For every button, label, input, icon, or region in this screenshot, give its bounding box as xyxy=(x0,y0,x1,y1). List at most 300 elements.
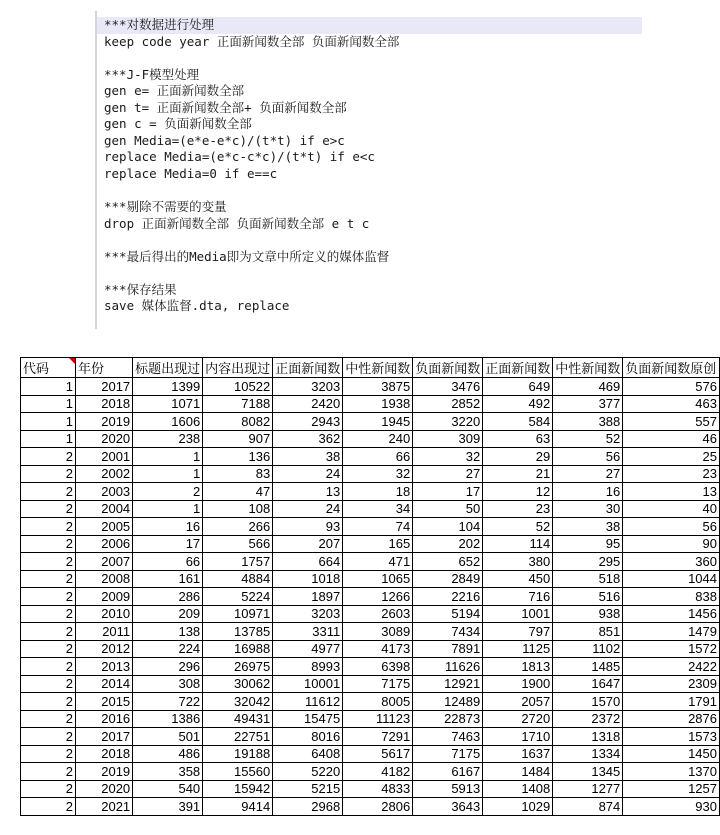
table-row xyxy=(21,448,720,466)
table-cell[interactable]: 108 xyxy=(203,500,273,518)
table-cell[interactable]: 2006 xyxy=(75,535,132,553)
table-cell[interactable]: 2 xyxy=(133,483,203,501)
table-cell[interactable]: 1647 xyxy=(553,675,623,693)
data-sheet xyxy=(20,357,720,816)
table-cell[interactable]: 1266 xyxy=(343,588,413,606)
table-cell[interactable]: 286 xyxy=(133,588,203,606)
table-cell[interactable]: 471 xyxy=(343,553,413,571)
table-cell[interactable]: 38 xyxy=(273,448,343,466)
table-cell[interactable]: 5224 xyxy=(203,588,273,606)
table-cell[interactable]: 38 xyxy=(553,518,623,536)
table-cell[interactable]: 2 xyxy=(21,518,76,536)
table-cell[interactable]: 1334 xyxy=(553,745,623,763)
table-row xyxy=(21,780,720,798)
table-cell[interactable]: 2806 xyxy=(343,798,413,816)
table-cell[interactable]: 2004 xyxy=(75,500,132,518)
table-cell[interactable]: 138 xyxy=(133,623,203,641)
table-cell[interactable]: 52 xyxy=(553,430,623,448)
table-cell[interactable]: 1277 xyxy=(553,780,623,798)
table-cell[interactable]: 52 xyxy=(483,518,553,536)
table-cell[interactable]: 25 xyxy=(623,448,720,466)
table-cell[interactable]: 486 xyxy=(133,745,203,763)
table-cell[interactable]: 716 xyxy=(483,588,553,606)
table-cell[interactable]: 584 xyxy=(483,413,553,431)
table-cell[interactable]: 8016 xyxy=(273,728,343,746)
table-cell[interactable]: 136 xyxy=(203,448,273,466)
table-cell[interactable]: 21 xyxy=(483,465,553,483)
code-line: ***剔除不需要的变量 xyxy=(104,199,227,215)
table-cell[interactable]: 13785 xyxy=(203,623,273,641)
table-cell[interactable]: 3476 xyxy=(413,378,483,396)
table-cell[interactable]: 377 xyxy=(553,395,623,413)
table-cell[interactable]: 1484 xyxy=(483,763,553,781)
table-cell[interactable]: 2852 xyxy=(413,395,483,413)
table-cell[interactable]: 4977 xyxy=(273,640,343,658)
table-cell[interactable]: 1257 xyxy=(623,780,720,798)
table-cell[interactable]: 24 xyxy=(273,500,343,518)
table-cell[interactable]: 358 xyxy=(133,763,203,781)
table-cell[interactable]: 1710 xyxy=(483,728,553,746)
column-header[interactable]: 中性新闻数 xyxy=(553,358,623,378)
table-cell[interactable]: 13 xyxy=(273,483,343,501)
table-cell[interactable]: 2018 xyxy=(75,395,132,413)
table-cell[interactable]: 2216 xyxy=(413,588,483,606)
code-line xyxy=(104,265,642,282)
table-cell[interactable]: 114 xyxy=(483,535,553,553)
table-cell[interactable]: 308 xyxy=(133,675,203,693)
table-cell[interactable]: 19188 xyxy=(203,745,273,763)
code-line: save 媒体监督.dta, replace xyxy=(104,298,290,314)
table-cell[interactable]: 32 xyxy=(413,448,483,466)
table-cell[interactable]: 29 xyxy=(483,448,553,466)
table-cell[interactable]: 56 xyxy=(553,448,623,466)
code-line: drop 正面新闻数全部 负面新闻数全部 e t c xyxy=(104,215,370,231)
column-header[interactable]: 正面新闻数 xyxy=(273,358,343,378)
table-cell[interactable]: 3875 xyxy=(343,378,413,396)
table-cell[interactable]: 1450 xyxy=(623,745,720,763)
table-cell[interactable]: 2 xyxy=(21,640,76,658)
table-cell[interactable]: 2372 xyxy=(553,710,623,728)
code-line: gen t= 正面新闻数全部+ 负面新闻数全部 xyxy=(104,99,347,115)
table-cell[interactable]: 66 xyxy=(133,553,203,571)
table-cell[interactable]: 463 xyxy=(623,395,720,413)
table-cell[interactable]: 2012 xyxy=(75,640,132,658)
table-cell[interactable]: 15942 xyxy=(203,780,273,798)
table-cell[interactable]: 46 xyxy=(623,430,720,448)
table-cell[interactable]: 2010 xyxy=(75,605,132,623)
table-cell[interactable]: 2 xyxy=(21,570,76,588)
table-cell[interactable]: 13 xyxy=(623,483,720,501)
table-cell[interactable]: 34 xyxy=(343,500,413,518)
table-row xyxy=(21,728,720,746)
table-cell[interactable]: 10522 xyxy=(203,378,273,396)
table-cell[interactable]: 7291 xyxy=(343,728,413,746)
table-cell[interactable]: 2005 xyxy=(75,518,132,536)
table-cell[interactable]: 1102 xyxy=(553,640,623,658)
table-cell[interactable]: 2 xyxy=(21,658,76,676)
table-cell[interactable]: 3089 xyxy=(343,623,413,641)
table-cell[interactable]: 1318 xyxy=(553,728,623,746)
table-cell[interactable]: 1573 xyxy=(623,728,720,746)
table-cell[interactable]: 2021 xyxy=(75,798,132,816)
table-cell[interactable]: 450 xyxy=(483,570,553,588)
code-line: gen e= 正面新闻数全部 xyxy=(104,83,245,99)
table-cell[interactable]: 27 xyxy=(413,465,483,483)
table-cell[interactable]: 2420 xyxy=(273,395,343,413)
table-cell[interactable]: 1 xyxy=(21,395,76,413)
table-cell[interactable]: 2014 xyxy=(75,675,132,693)
table-cell[interactable]: 6398 xyxy=(343,658,413,676)
table-cell[interactable]: 26975 xyxy=(203,658,273,676)
table-cell[interactable]: 23 xyxy=(483,500,553,518)
column-header[interactable]: 正面新闻数 xyxy=(483,358,553,378)
table-cell[interactable]: 2 xyxy=(21,448,76,466)
table-cell[interactable]: 518 xyxy=(553,570,623,588)
table-row xyxy=(21,658,720,676)
table-cell[interactable]: 388 xyxy=(553,413,623,431)
table-cell[interactable]: 17 xyxy=(133,535,203,553)
table-cell[interactable]: 50 xyxy=(413,500,483,518)
table-cell[interactable]: 4173 xyxy=(343,640,413,658)
table-row xyxy=(21,693,720,711)
table-cell[interactable]: 2 xyxy=(21,763,76,781)
table-cell[interactable]: 32042 xyxy=(203,693,273,711)
table-cell[interactable]: 3203 xyxy=(273,378,343,396)
table-cell[interactable]: 2 xyxy=(21,693,76,711)
table-cell[interactable]: 492 xyxy=(483,395,553,413)
table-cell[interactable]: 238 xyxy=(133,430,203,448)
table-row xyxy=(21,798,720,816)
table-cell[interactable]: 557 xyxy=(623,413,720,431)
table-cell[interactable]: 1813 xyxy=(483,658,553,676)
table-cell[interactable]: 2001 xyxy=(75,448,132,466)
table-cell[interactable]: 1001 xyxy=(483,605,553,623)
table-cell[interactable]: 501 xyxy=(133,728,203,746)
table-cell[interactable]: 1938 xyxy=(343,395,413,413)
table-cell[interactable]: 309 xyxy=(413,430,483,448)
table-cell[interactable]: 1479 xyxy=(623,623,720,641)
table-cell[interactable]: 1399 xyxy=(133,378,203,396)
table-cell[interactable]: 2017 xyxy=(75,728,132,746)
table-cell[interactable]: 11612 xyxy=(273,693,343,711)
table-cell[interactable]: 161 xyxy=(133,570,203,588)
table-cell[interactable]: 12489 xyxy=(413,693,483,711)
table-cell[interactable]: 2002 xyxy=(75,465,132,483)
table-cell[interactable]: 851 xyxy=(553,623,623,641)
table-cell[interactable]: 2 xyxy=(21,605,76,623)
table-cell[interactable]: 24 xyxy=(273,465,343,483)
column-header[interactable]: 中性新闻数 xyxy=(343,358,413,378)
table-cell[interactable]: 566 xyxy=(203,535,273,553)
table-row xyxy=(21,570,720,588)
table-cell[interactable]: 47 xyxy=(203,483,273,501)
table-row xyxy=(21,465,720,483)
table-row xyxy=(21,588,720,606)
column-header[interactable]: 负面新闻数 xyxy=(413,358,483,378)
table-cell[interactable]: 2019 xyxy=(75,763,132,781)
table-row xyxy=(21,483,720,501)
column-header[interactable]: 内容出现过 xyxy=(203,358,273,378)
table-cell[interactable]: 16 xyxy=(133,518,203,536)
table-cell[interactable]: 18 xyxy=(343,483,413,501)
table-cell[interactable]: 2 xyxy=(21,728,76,746)
table-cell[interactable]: 1071 xyxy=(133,395,203,413)
table-row xyxy=(21,395,720,413)
column-header[interactable]: 标题出现过 xyxy=(133,358,203,378)
table-cell[interactable]: 56 xyxy=(623,518,720,536)
table-cell[interactable]: 1606 xyxy=(133,413,203,431)
table-cell[interactable]: 649 xyxy=(483,378,553,396)
table-cell[interactable]: 32 xyxy=(343,465,413,483)
table-cell[interactable]: 2016 xyxy=(75,710,132,728)
table-cell[interactable]: 202 xyxy=(413,535,483,553)
table-cell[interactable]: 7463 xyxy=(413,728,483,746)
column-header-label: 代码 xyxy=(23,361,50,376)
table-cell[interactable]: 3311 xyxy=(273,623,343,641)
table-cell[interactable]: 380 xyxy=(483,553,553,571)
table-cell[interactable]: 4884 xyxy=(203,570,273,588)
table-cell[interactable]: 4182 xyxy=(343,763,413,781)
table-row xyxy=(21,763,720,781)
table-cell[interactable]: 1408 xyxy=(483,780,553,798)
table-cell[interactable]: 1897 xyxy=(273,588,343,606)
table-cell[interactable]: 1757 xyxy=(203,553,273,571)
table-cell[interactable]: 2309 xyxy=(623,675,720,693)
table-cell[interactable]: 1 xyxy=(133,500,203,518)
table-cell[interactable]: 2 xyxy=(21,745,76,763)
table-cell[interactable]: 11626 xyxy=(413,658,483,676)
table-cell[interactable]: 1370 xyxy=(623,763,720,781)
table-cell[interactable]: 2003 xyxy=(75,483,132,501)
table-cell[interactable]: 2 xyxy=(21,588,76,606)
table-row xyxy=(21,745,720,763)
table-cell[interactable]: 8005 xyxy=(343,693,413,711)
table-cell[interactable]: 1900 xyxy=(483,675,553,693)
table-cell[interactable]: 11123 xyxy=(343,710,413,728)
table-cell[interactable]: 1 xyxy=(133,465,203,483)
table-cell[interactable]: 5913 xyxy=(413,780,483,798)
table-cell[interactable]: 2943 xyxy=(273,413,343,431)
table-cell[interactable]: 3643 xyxy=(413,798,483,816)
table-cell[interactable]: 2849 xyxy=(413,570,483,588)
table-cell[interactable]: 1125 xyxy=(483,640,553,658)
table-cell[interactable]: 2009 xyxy=(75,588,132,606)
code-line: ***保存结果 xyxy=(104,281,177,297)
table-cell[interactable]: 22751 xyxy=(203,728,273,746)
table-cell[interactable]: 2 xyxy=(21,798,76,816)
table-cell[interactable]: 2876 xyxy=(623,710,720,728)
table-cell[interactable]: 2 xyxy=(21,553,76,571)
table-row xyxy=(21,623,720,641)
table-cell[interactable]: 2020 xyxy=(75,430,132,448)
table-cell[interactable]: 2015 xyxy=(75,693,132,711)
code-line xyxy=(104,182,642,199)
code-line xyxy=(104,232,642,249)
table-cell[interactable]: 1029 xyxy=(483,798,553,816)
table-cell[interactable]: 1 xyxy=(21,430,76,448)
table-cell[interactable]: 9414 xyxy=(203,798,273,816)
table-cell[interactable]: 16988 xyxy=(203,640,273,658)
table-cell[interactable]: 296 xyxy=(133,658,203,676)
table-cell[interactable]: 2011 xyxy=(75,623,132,641)
table-cell[interactable]: 240 xyxy=(343,430,413,448)
table-cell[interactable]: 74 xyxy=(343,518,413,536)
table-cell[interactable]: 93 xyxy=(273,518,343,536)
table-cell[interactable]: 12 xyxy=(483,483,553,501)
table-cell[interactable]: 6167 xyxy=(413,763,483,781)
table-cell[interactable]: 938 xyxy=(553,605,623,623)
column-header[interactable]: 负面新闻数原创 xyxy=(623,358,720,378)
table-cell[interactable]: 7188 xyxy=(203,395,273,413)
code-line: gen Media=(e*e-e*c)/(t*t) if e>c xyxy=(104,132,345,148)
table-cell[interactable]: 90 xyxy=(623,535,720,553)
table-cell[interactable]: 165 xyxy=(343,535,413,553)
table-cell[interactable]: 5215 xyxy=(273,780,343,798)
table-cell[interactable]: 7175 xyxy=(343,675,413,693)
table-row xyxy=(21,710,720,728)
table-cell[interactable]: 516 xyxy=(553,588,623,606)
table-cell[interactable]: 7175 xyxy=(413,745,483,763)
table-cell[interactable]: 2 xyxy=(21,623,76,641)
code-line: gen c = 负面新闻数全部 xyxy=(104,116,252,132)
table-cell[interactable]: 2 xyxy=(21,535,76,553)
table-cell[interactable]: 1 xyxy=(21,413,76,431)
code-line: keep code year 正面新闻数全部 负面新闻数全部 xyxy=(104,33,400,49)
table-cell[interactable]: 664 xyxy=(273,553,343,571)
column-header[interactable] xyxy=(21,358,76,378)
code-line: replace Media=(e*c-c*c)/(t*t) if e<c xyxy=(104,149,375,165)
table-cell[interactable]: 2057 xyxy=(483,693,553,711)
table-cell[interactable]: 2968 xyxy=(273,798,343,816)
table-cell[interactable]: 1485 xyxy=(553,658,623,676)
table-row xyxy=(21,430,720,448)
table-cell[interactable]: 1018 xyxy=(273,570,343,588)
table-cell[interactable]: 2013 xyxy=(75,658,132,676)
code-line: ***对数据进行处理 xyxy=(97,17,642,34)
table-cell[interactable]: 5194 xyxy=(413,605,483,623)
table-cell[interactable]: 1945 xyxy=(343,413,413,431)
table-row xyxy=(21,640,720,658)
table-cell[interactable]: 360 xyxy=(623,553,720,571)
table-row xyxy=(21,518,720,536)
table-cell[interactable]: 797 xyxy=(483,623,553,641)
code-line xyxy=(104,50,642,67)
table-cell[interactable]: 7434 xyxy=(413,623,483,641)
code-lines xyxy=(104,17,642,315)
table-cell[interactable]: 391 xyxy=(133,798,203,816)
table-cell[interactable]: 2 xyxy=(21,780,76,798)
table-cell[interactable]: 63 xyxy=(483,430,553,448)
table-cell[interactable]: 2017 xyxy=(75,378,132,396)
table-cell[interactable]: 1456 xyxy=(623,605,720,623)
table-cell[interactable]: 66 xyxy=(343,448,413,466)
table-cell[interactable]: 40 xyxy=(623,500,720,518)
table-cell[interactable]: 104 xyxy=(413,518,483,536)
table-row xyxy=(21,535,720,553)
table-cell[interactable]: 2 xyxy=(21,500,76,518)
table-cell[interactable]: 1791 xyxy=(623,693,720,711)
table-cell[interactable]: 2720 xyxy=(483,710,553,728)
table-cell[interactable]: 16 xyxy=(553,483,623,501)
table-cell[interactable]: 2007 xyxy=(75,553,132,571)
table-cell[interactable]: 207 xyxy=(273,535,343,553)
table-cell[interactable]: 2422 xyxy=(623,658,720,676)
table-cell[interactable]: 1 xyxy=(21,378,76,396)
table-cell[interactable]: 930 xyxy=(623,798,720,816)
table-cell[interactable]: 23 xyxy=(623,465,720,483)
table-cell[interactable]: 1386 xyxy=(133,710,203,728)
table-cell[interactable]: 295 xyxy=(553,553,623,571)
table-cell[interactable]: 2008 xyxy=(75,570,132,588)
table-cell[interactable]: 2603 xyxy=(343,605,413,623)
table-cell[interactable]: 10971 xyxy=(203,605,273,623)
table-cell[interactable]: 83 xyxy=(203,465,273,483)
table-cell[interactable]: 2019 xyxy=(75,413,132,431)
table-cell[interactable]: 95 xyxy=(553,535,623,553)
column-header[interactable]: 年份 xyxy=(75,358,132,378)
table-cell[interactable]: 874 xyxy=(553,798,623,816)
table-cell[interactable]: 907 xyxy=(203,430,273,448)
table-cell[interactable]: 209 xyxy=(133,605,203,623)
table-cell[interactable]: 1570 xyxy=(553,693,623,711)
table-cell[interactable]: 8993 xyxy=(273,658,343,676)
table-row xyxy=(21,675,720,693)
table-cell[interactable]: 2 xyxy=(21,675,76,693)
table-cell[interactable]: 4833 xyxy=(343,780,413,798)
table-cell[interactable]: 2020 xyxy=(75,780,132,798)
table-cell[interactable]: 2018 xyxy=(75,745,132,763)
table-cell[interactable]: 362 xyxy=(273,430,343,448)
table-cell[interactable]: 266 xyxy=(203,518,273,536)
table-cell[interactable]: 30 xyxy=(553,500,623,518)
table-cell[interactable]: 22873 xyxy=(413,710,483,728)
table-cell[interactable]: 3220 xyxy=(413,413,483,431)
table-cell[interactable]: 30062 xyxy=(203,675,273,693)
table-cell[interactable]: 652 xyxy=(413,553,483,571)
table-cell[interactable]: 27 xyxy=(553,465,623,483)
table-cell[interactable]: 3203 xyxy=(273,605,343,623)
table-cell[interactable]: 1 xyxy=(133,448,203,466)
table-cell[interactable]: 1572 xyxy=(623,640,720,658)
table-cell[interactable]: 5220 xyxy=(273,763,343,781)
table-cell[interactable]: 5617 xyxy=(343,745,413,763)
table-cell[interactable]: 469 xyxy=(553,378,623,396)
table-header-row xyxy=(21,358,720,378)
table-cell[interactable]: 17 xyxy=(413,483,483,501)
table-cell[interactable]: 2 xyxy=(21,710,76,728)
table-cell[interactable]: 12921 xyxy=(413,675,483,693)
table-cell[interactable]: 722 xyxy=(133,693,203,711)
table-cell[interactable]: 49431 xyxy=(203,710,273,728)
table-cell[interactable]: 838 xyxy=(623,588,720,606)
code-line: replace Media=0 if e==c xyxy=(104,165,278,181)
table-cell[interactable]: 1345 xyxy=(553,763,623,781)
table-cell[interactable]: 8082 xyxy=(203,413,273,431)
table-cell[interactable]: 576 xyxy=(623,378,720,396)
table-cell[interactable]: 15475 xyxy=(273,710,343,728)
table-cell[interactable]: 7891 xyxy=(413,640,483,658)
table-cell[interactable]: 1065 xyxy=(343,570,413,588)
table-cell[interactable]: 6408 xyxy=(273,745,343,763)
table-cell[interactable]: 10001 xyxy=(273,675,343,693)
table-cell[interactable]: 224 xyxy=(133,640,203,658)
table-cell[interactable]: 540 xyxy=(133,780,203,798)
table-cell[interactable]: 1637 xyxy=(483,745,553,763)
table-cell[interactable]: 15560 xyxy=(203,763,273,781)
table-cell[interactable]: 2 xyxy=(21,483,76,501)
table-cell[interactable]: 2 xyxy=(21,465,76,483)
table-cell[interactable]: 1044 xyxy=(623,570,720,588)
